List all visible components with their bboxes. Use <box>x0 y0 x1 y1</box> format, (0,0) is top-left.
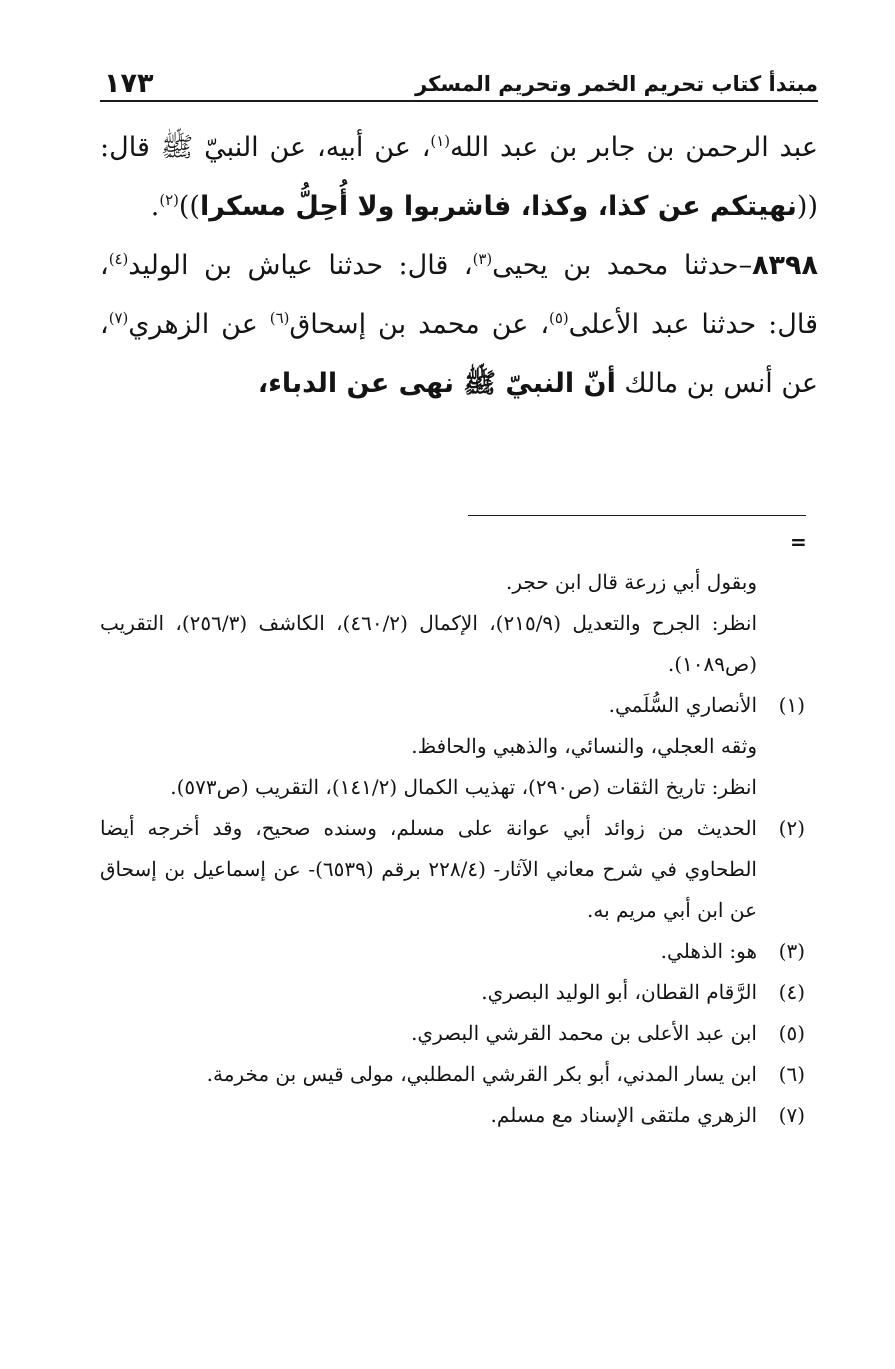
footnote-separator <box>468 515 806 516</box>
footnote-ref-3: (٣) <box>472 250 493 268</box>
hadith-paragraph-8398: ٨٣٩٨–حدثنا محمد بن يحيى$^{(٣)}$، قال: حدثنا عياش بن الوليد$^{(٤)}$، قال: حدثنا عبد الأعلى$^{(٥)}$، عن محمد بن إسحاق$^{(٦)}$ عن الزهري$^{(٧)}$، عن أنس بن مالك أنّ النبيّ ﷺ نهى عن الدباء، <box>100 250 818 399</box>
footnote-6: (٦) ابن يسار المدني، أبو بكر القرشي المطلبي، مولى قيس بن مخرمة. <box>206 1062 805 1086</box>
hadith-number: ٨٣٩٨ <box>752 250 818 281</box>
footnote-7: (٧) الزهري ملتقى الإسناد مع مسلم. <box>490 1103 805 1127</box>
footnote-ref-5: (٥) <box>549 309 569 327</box>
running-title: مبتدأ كتاب تحريم الخمر وتحريم المسكر <box>415 72 818 96</box>
footnote-line: انظر: الجرح والتعديل (٢١٥/٩)، الإكمال (٤٦٠/٢)، الكاشف (٢٥٦/٣)، التقريب (ص١٠٨٩). <box>100 611 757 676</box>
footnote-4: (٤) الرَّقام القطان، أبو الوليد البصري. <box>481 980 805 1004</box>
footnote-ref-4: (٤) <box>108 250 129 268</box>
footnote-ref-6: (٦) <box>269 309 290 327</box>
footnote-ref-2: (٢) <box>159 191 179 209</box>
footnote-ref-1: (١) <box>430 132 450 150</box>
page-number: ١٧٣ <box>104 68 154 99</box>
footnote-5: (٥) ابن عبد الأعلى بن محمد القرشي البصري. <box>411 1021 805 1045</box>
footnote-line: وبقول أبي زرعة قال ابن حجر. <box>506 570 757 594</box>
continuation-mark: = <box>790 530 807 554</box>
hadith-paragraph-continuation: عبد الرحمن بن جابر بن عبد الله$^{(١)}$، عن أبيه، عن النبيّ ﷺ قال: ((نهيتكم عن كذا، وكذا، فاشربوا ولا أُحِلُّ مسكرا))$^{(٢)}$. <box>100 132 818 222</box>
page-header <box>100 66 818 102</box>
footnote-1: (١) الأنصاري السُّلَمي. <box>608 693 805 717</box>
hadith-matn: أنّ النبيّ ﷺ نهى عن الدباء، <box>257 368 616 399</box>
footnotes <box>100 562 805 1136</box>
main-text <box>100 118 818 413</box>
hadith-matn: نهيتكم عن كذا، وكذا، فاشربوا ولا أُحِلُّ مسكرا <box>199 191 797 222</box>
footnote-3: (٣) هو: الذهلي. <box>660 939 805 963</box>
footnote-line: وثقه العجلي، والنسائي، والذهبي والحافظ. <box>411 734 757 758</box>
footnote-ref-7: (٧) <box>108 309 129 327</box>
footnote-2: (٢) الحديث من زوائد أبي عوانة على مسلم، وسنده صحيح، وقد أخرجه أيضا الطحاوي في شرح معاني الآثار- (٢٢٨/٤ برقم (٦٥٣٩)- عن إسماعيل بن إسحاق عن ابن أبي مريم به. <box>100 816 805 922</box>
footnote-line: انظر: تاريخ الثقات (ص٢٩٠)، تهذيب الكمال (١٤١/٢)، التقريب (ص٥٧٣). <box>170 775 757 799</box>
